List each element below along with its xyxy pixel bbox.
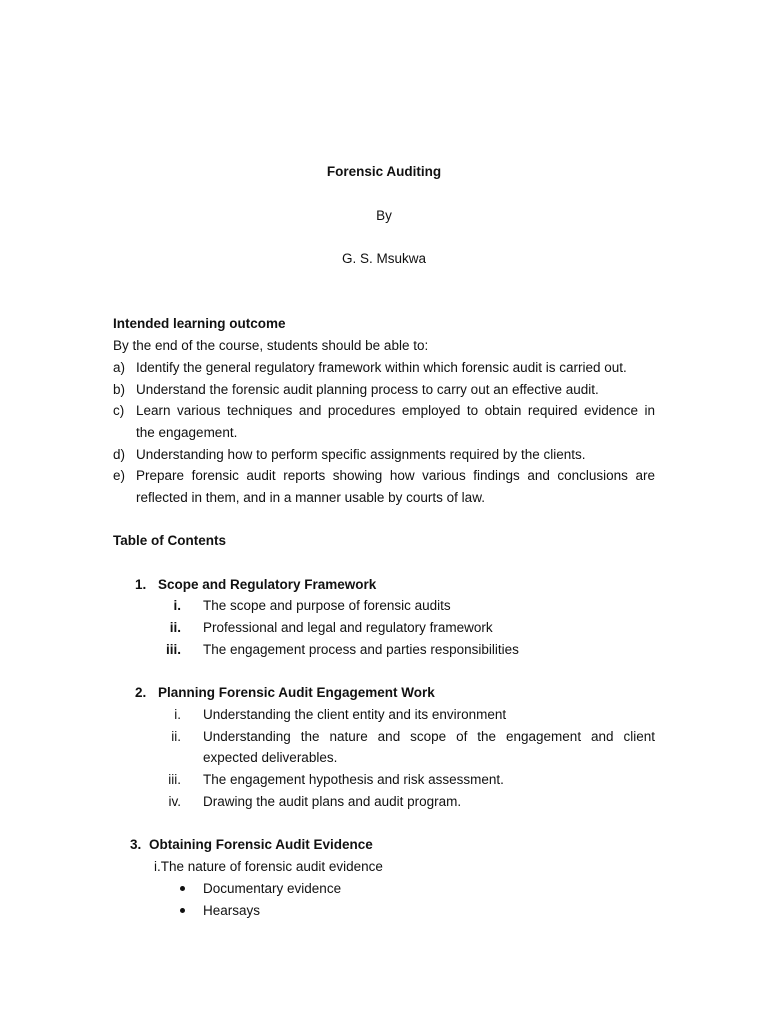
toc-item-text: Professional and legal and regulatory framework <box>203 620 493 635</box>
toc-bullet-text: Documentary evidence <box>203 881 342 896</box>
toc-item-text: Understanding the nature and scope of the engagement and client <box>203 729 655 744</box>
outcome-marker: c) <box>113 403 125 418</box>
outcome-text: Understanding how to perform specific assignments required by the clients. <box>136 447 586 462</box>
toc-section-title: Scope and Regulatory Framework <box>158 577 377 592</box>
bullet-icon <box>180 886 185 891</box>
outcome-text-continued: reflected in them, and in a manner usable by courts of law. <box>136 490 485 505</box>
toc-item-text-continued: expected deliverables. <box>203 750 338 765</box>
outcome-marker: d) <box>113 447 126 462</box>
toc-subheading: i.The nature of forensic audit evidence <box>154 859 383 874</box>
toc-item-numeral: i. <box>173 598 181 613</box>
toc-item-text: The engagement process and parties responsibilities <box>203 642 519 657</box>
toc-item-numeral: i. <box>174 707 181 722</box>
toc-item-numeral: iii. <box>168 772 181 787</box>
toc-item-numeral: iii. <box>165 642 181 657</box>
toc-section-number: 1. <box>135 577 147 592</box>
outcome-marker: a) <box>113 360 126 375</box>
outcome-text: Learn various techniques and procedures employed to obtain required evidence in <box>136 403 655 418</box>
toc-section-number: 3. <box>130 837 142 852</box>
outcomes-intro: By the end of the course, students should be able to: <box>113 338 429 353</box>
outcome-marker: b) <box>113 382 126 397</box>
outcome-text: Identify the general regulatory framework within which forensic audit is carried out. <box>136 360 627 375</box>
toc-item-text: Understanding the client entity and its environment <box>203 707 507 722</box>
byline-label: By <box>376 208 392 223</box>
toc-heading: Table of Contents <box>113 533 226 548</box>
toc-item-text: The scope and purpose of forensic audits <box>203 598 451 613</box>
toc-item-numeral: ii. <box>171 729 181 744</box>
toc-section-number: 2. <box>135 685 147 700</box>
toc-item-numeral: iv. <box>168 794 181 809</box>
toc-item-numeral: ii. <box>169 620 181 635</box>
toc-section-title: Obtaining Forensic Audit Evidence <box>149 837 373 852</box>
author-name: G. S. Msukwa <box>341 251 427 266</box>
document-title: Forensic Auditing <box>326 164 442 179</box>
outcomes-heading: Intended learning outcome <box>113 316 286 331</box>
bullet-icon <box>180 908 185 913</box>
outcome-text: Understand the forensic audit planning process to carry out an effective audit. <box>136 382 599 397</box>
toc-item-text: Drawing the audit plans and audit program. <box>203 794 462 809</box>
outcome-text: Prepare forensic audit reports showing how various findings and conclusions are <box>136 468 655 483</box>
toc-section-title: Planning Forensic Audit Engagement Work <box>158 685 435 700</box>
outcome-marker: e) <box>113 468 126 483</box>
toc-item-text: The engagement hypothesis and risk assessment. <box>203 772 504 787</box>
toc-bullet-text: Hearsays <box>203 903 261 918</box>
outcome-text-continued: the engagement. <box>136 425 238 440</box>
